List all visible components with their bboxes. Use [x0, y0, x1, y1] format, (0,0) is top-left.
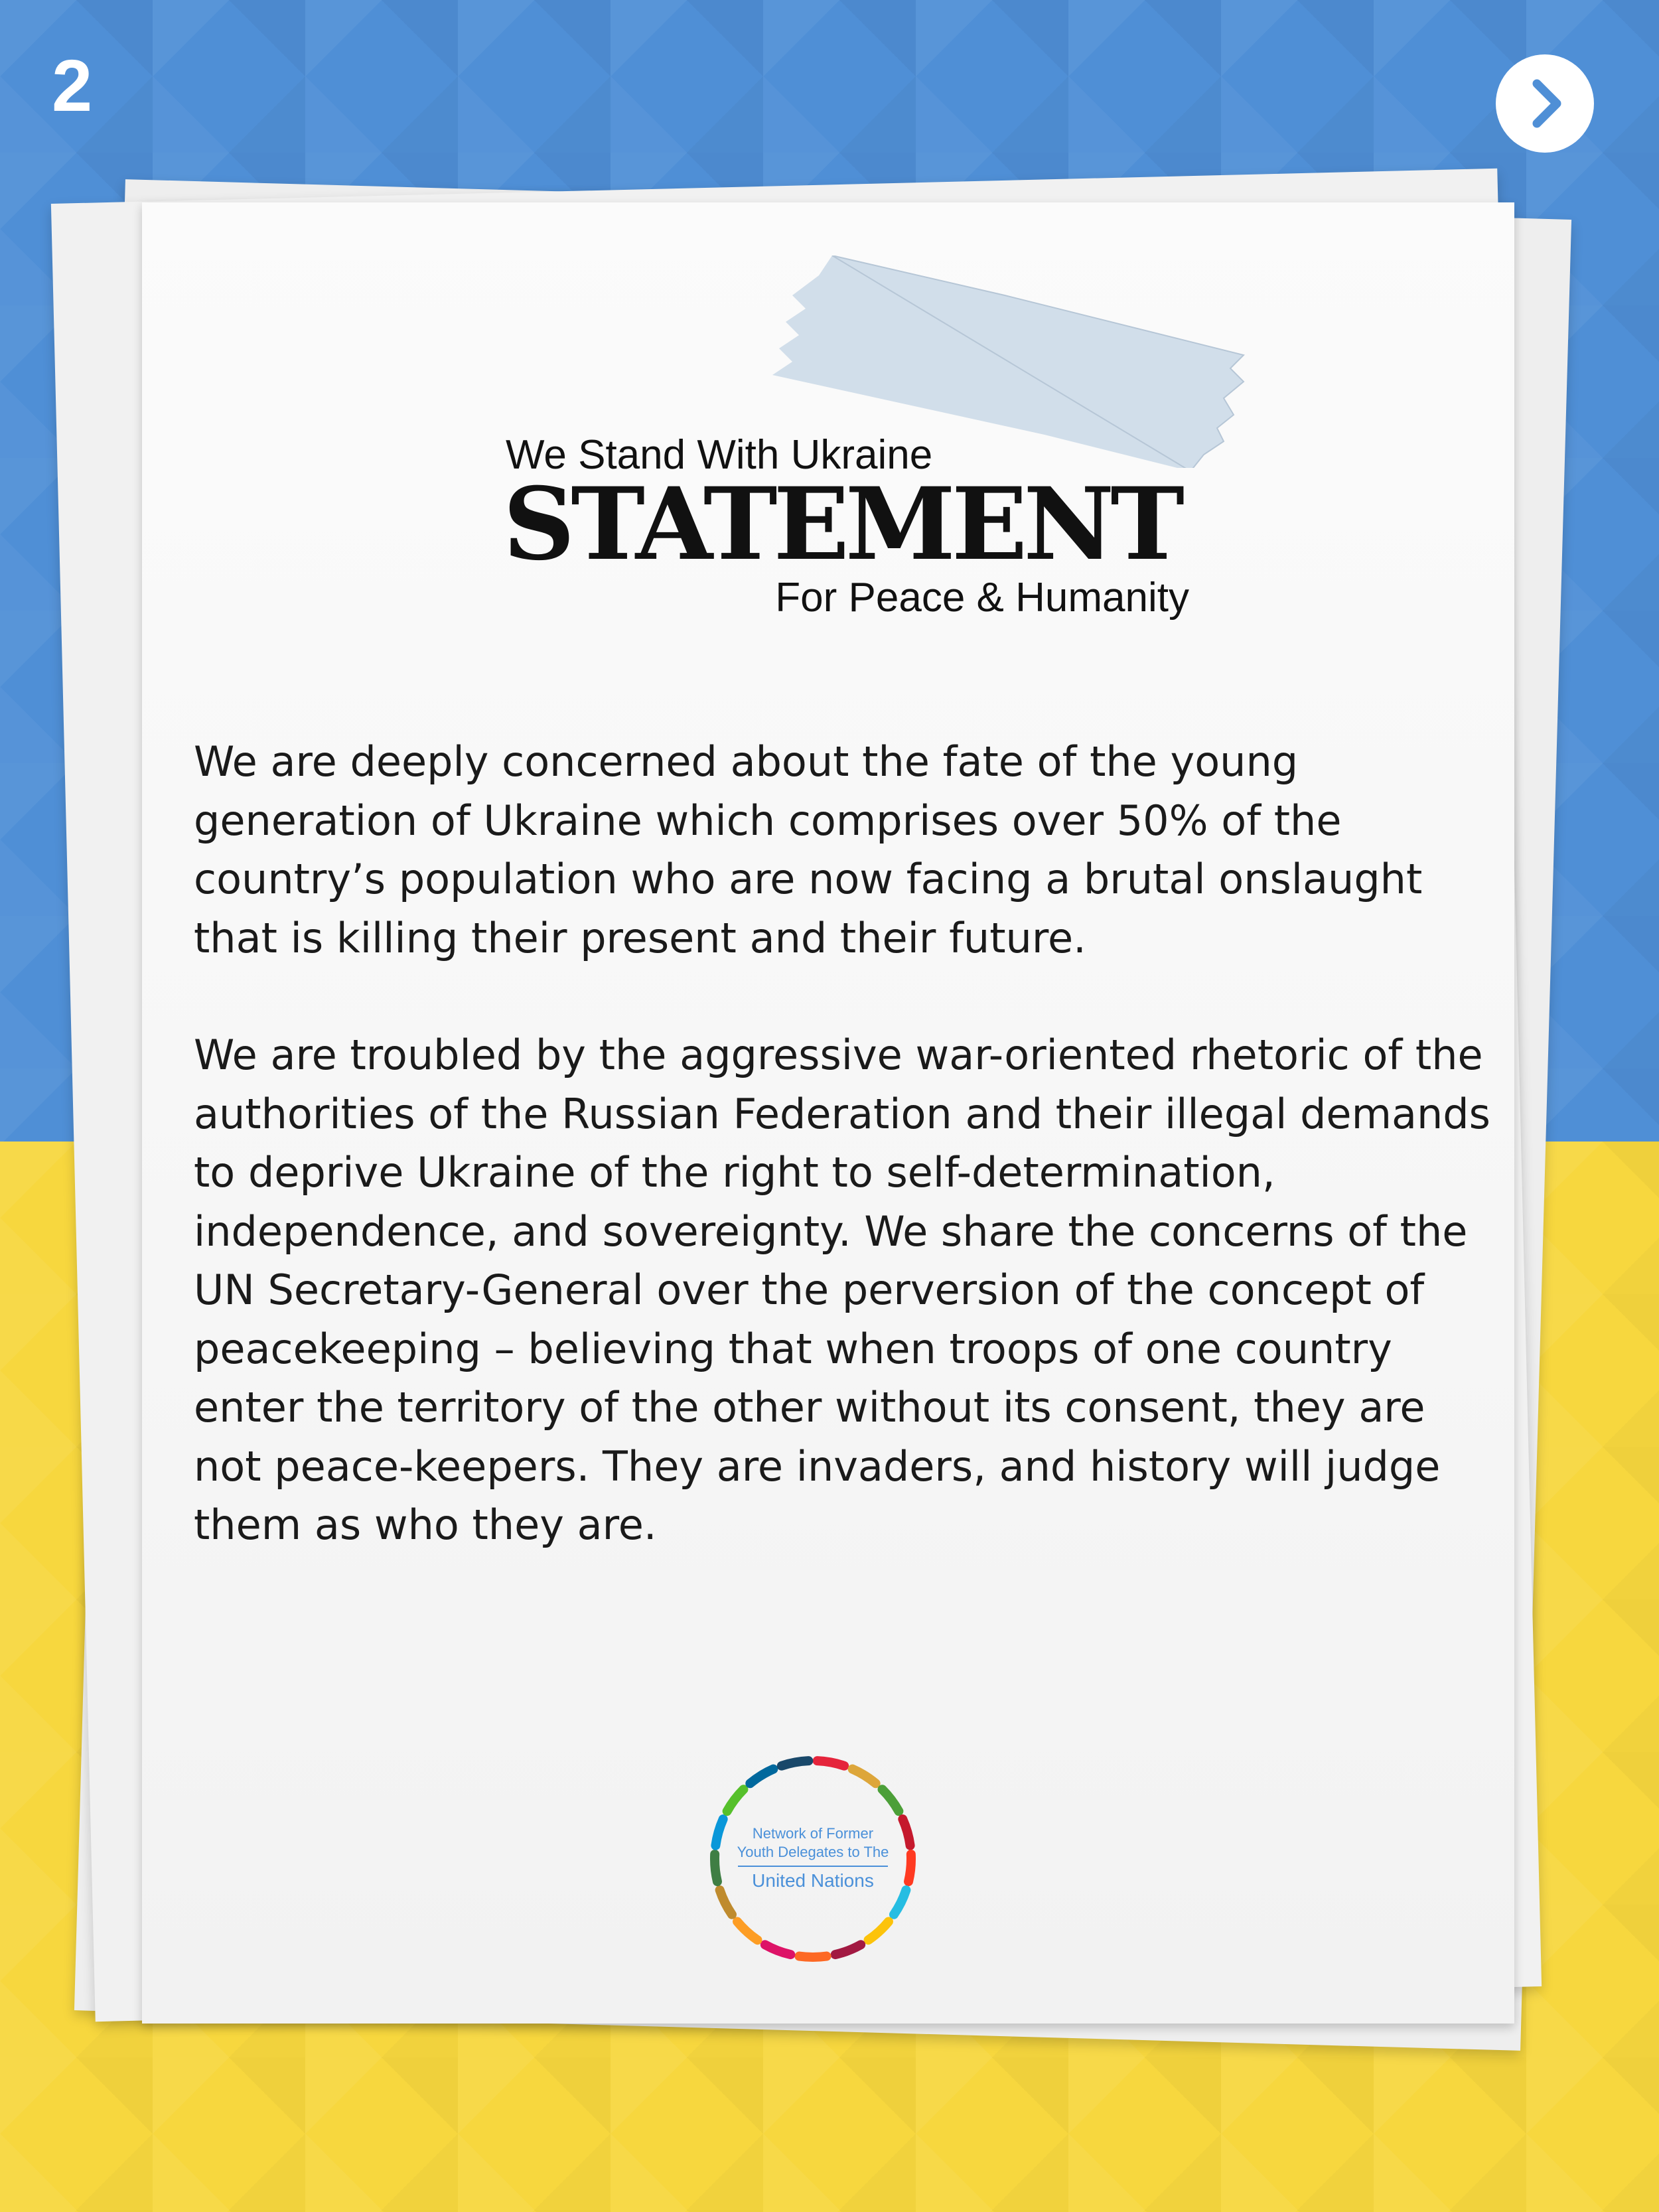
- paragraph-1: We are deeply concerned about the fate of the young generation of Ukraine which comprises over 50% of the country’s population who are now facing a brutal onslaught that is killing their present and their future.: [194, 737, 1423, 962]
- title-block: [503, 431, 1189, 630]
- statement-body: [194, 733, 1514, 1555]
- page-title: STATEMENT: [503, 466, 1181, 583]
- logo-ring-segment: [727, 1789, 744, 1811]
- logo-ring-segment: [799, 1956, 826, 1957]
- logo-ring-segment: [765, 1945, 790, 1954]
- logo-ring-segment: [868, 1921, 888, 1940]
- logo-divider: [738, 1866, 888, 1867]
- logo-line-3: United Nations: [752, 1870, 874, 1891]
- logo-ring-segment: [750, 1769, 773, 1784]
- chevron-right-icon: [1496, 54, 1594, 153]
- page-number: 2: [52, 45, 93, 127]
- logo-line-1: Network of Former: [752, 1825, 874, 1842]
- logo-ring-segment: [818, 1761, 845, 1766]
- logo-ring-segment: [883, 1789, 899, 1811]
- paragraph-2: We are troubled by the aggressive war-oriented rhetoric of the authorities of the Russian Federation and their illegal demands to deprive Ukraine of the right to self-determination, independence, and sovereignty. We share the concerns of the UN Secretary-General over the perversion of the concept of peacekeeping – believing that when troops of one country enter the territory of the other without its consent, they are not peace-keepers. They are invaders, and history will judge them as who they are.: [194, 1031, 1490, 1549]
- next-page-button[interactable]: [1496, 54, 1594, 153]
- pre-title: We Stand With Ukraine: [506, 432, 933, 478]
- logo-ring-segment: [853, 1769, 876, 1784]
- logo-ring-segment: [720, 1890, 732, 1915]
- logo-ring-segment: [894, 1890, 906, 1915]
- logo-line-2: Youth Delegates to The: [737, 1844, 889, 1860]
- subtitle: For Peace & Humanity: [775, 575, 1189, 621]
- organization-logo: [705, 1751, 921, 1967]
- logo-ring-segment: [737, 1921, 757, 1940]
- logo-ring-segment: [782, 1761, 809, 1766]
- logo-ring-segment: [835, 1945, 861, 1954]
